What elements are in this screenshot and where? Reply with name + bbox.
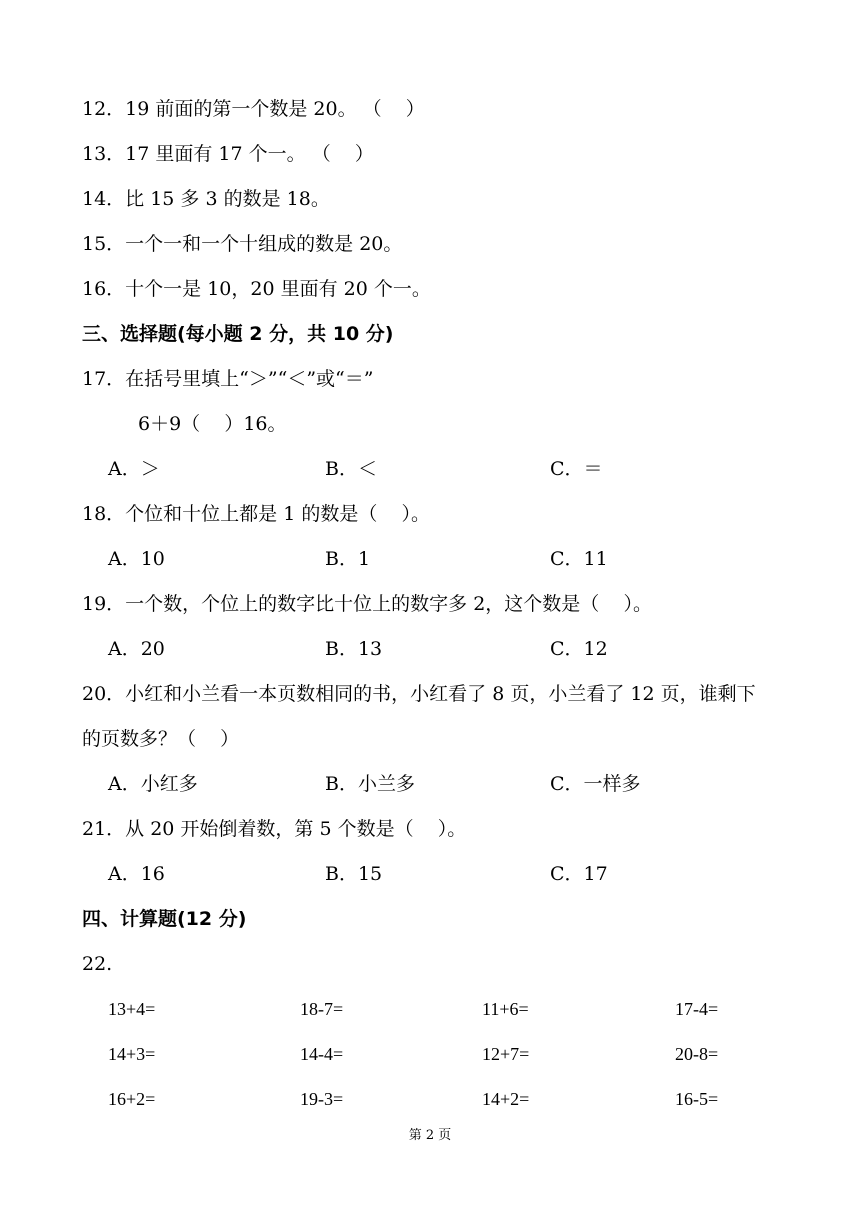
option-a: A．20 bbox=[108, 638, 165, 660]
calc-problem: 14-4= bbox=[300, 1044, 344, 1064]
option-c: C．11 bbox=[550, 548, 608, 570]
judgment-item: 15．一个一和一个十组成的数是 20。 bbox=[82, 233, 403, 255]
calc-problem: 17-4= bbox=[675, 999, 719, 1019]
question-text: 17．在括号里填上“＞”“＜”或“＝” bbox=[82, 368, 374, 390]
option-b: B．小兰多 bbox=[325, 773, 415, 795]
calc-problem: 13+4= bbox=[108, 999, 156, 1019]
calc-problem: 14+2= bbox=[482, 1089, 530, 1109]
question-text: 20．小红和小兰看一本页数相同的书，小红看了 8 页，小兰看了 12 页，谁剩下 bbox=[82, 683, 756, 705]
calc-problem: 16+2= bbox=[108, 1089, 156, 1109]
calc-problem: 12+7= bbox=[482, 1044, 530, 1064]
option-c: C．17 bbox=[550, 863, 608, 885]
option-b: B．13 bbox=[325, 638, 383, 660]
option-c: C．＝ bbox=[550, 458, 603, 480]
calc-problem: 18-7= bbox=[300, 999, 344, 1019]
judgment-item: 12．19 前面的第一个数是 20。 （ ） bbox=[82, 98, 425, 120]
option-a: A．10 bbox=[108, 548, 165, 570]
option-c: C．12 bbox=[550, 638, 608, 660]
calc-problem: 14+3= bbox=[108, 1044, 156, 1064]
judgment-item: 16．十个一是 10，20 里面有 20 个一。 bbox=[82, 278, 431, 300]
option-b: B．＜ bbox=[325, 458, 377, 480]
question-text: 19．一个数，个位上的数字比十位上的数字多 2，这个数是（ ）。 bbox=[82, 593, 652, 615]
option-a: A．16 bbox=[108, 863, 165, 885]
question-text-continued: 的页数多？（ ） bbox=[82, 728, 240, 750]
question-text: 21．从 20 开始倒着数，第 5 个数是（ ）。 bbox=[82, 818, 467, 840]
section-title: 四、计算题(12 分) bbox=[82, 908, 247, 930]
calc-problem: 11+6= bbox=[482, 999, 529, 1019]
question-text: 18．个位和十位上都是 1 的数是（ ）。 bbox=[82, 503, 431, 525]
question-label: 22. bbox=[82, 953, 113, 975]
page-footer: 第 2 页 bbox=[408, 1128, 452, 1143]
section-title: 三、选择题(每小题 2 分，共 10 分) bbox=[82, 323, 394, 345]
option-a: A．＞ bbox=[108, 458, 160, 480]
option-b: B．1 bbox=[325, 548, 371, 570]
option-c: C．一样多 bbox=[550, 773, 641, 795]
option-b: B．15 bbox=[325, 863, 383, 885]
question-expression: 6＋9（ ）16。 bbox=[138, 413, 287, 435]
calc-problem: 16-5= bbox=[675, 1089, 719, 1109]
calc-problem: 20-8= bbox=[675, 1044, 719, 1064]
calc-problem: 19-3= bbox=[300, 1089, 344, 1109]
judgment-item: 13．17 里面有 17 个一。 （ ） bbox=[82, 143, 374, 165]
option-a: A．小红多 bbox=[108, 773, 198, 795]
judgment-item: 14．比 15 多 3 的数是 18。 bbox=[82, 188, 330, 210]
